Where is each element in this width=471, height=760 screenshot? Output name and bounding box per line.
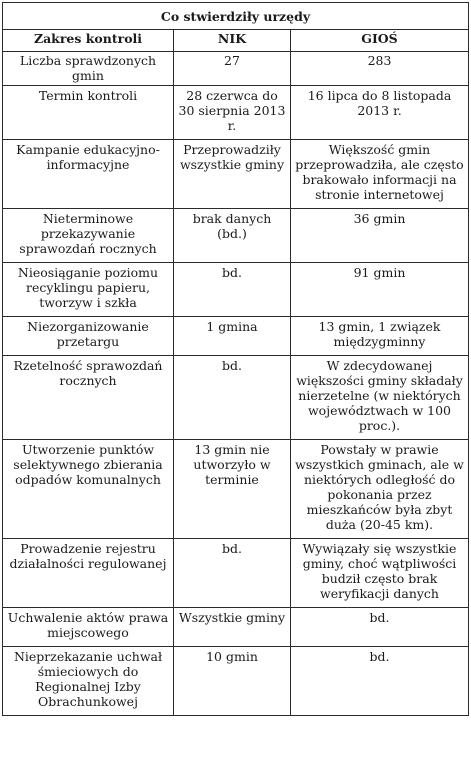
row-label: Nieosiąganie poziomu recyklingu papieru, tworzyw i szkła bbox=[3, 263, 174, 317]
nik-value: 28 czerwca do 30 sierpnia 2013 r. bbox=[174, 86, 291, 140]
gios-value: 91 gmin bbox=[291, 263, 469, 317]
table-row bbox=[3, 440, 469, 539]
table-row bbox=[3, 647, 469, 716]
nik-value: Przeprowadziły wszystkie gminy bbox=[174, 140, 291, 209]
table-title: Co stwierdziły urzędy bbox=[3, 3, 469, 30]
header-gios: GIOŚ bbox=[291, 30, 469, 52]
table-row bbox=[3, 52, 469, 86]
table-row bbox=[3, 317, 469, 356]
gios-value: 36 gmin bbox=[291, 209, 469, 263]
nik-value: 27 bbox=[174, 52, 291, 86]
table-row bbox=[3, 356, 469, 440]
table-row bbox=[3, 140, 469, 209]
gios-value: Wywiązały się wszystkie gminy, choć wątpliwości budził często brak weryfikacji danych bbox=[291, 539, 469, 608]
nik-value: 13 gmin nie utworzyło w terminie bbox=[174, 440, 291, 539]
nik-value: 1 gmina bbox=[174, 317, 291, 356]
row-label: Liczba sprawdzonych gmin bbox=[3, 52, 174, 86]
nik-value: bd. bbox=[174, 539, 291, 608]
gios-value: Powstały w prawie wszystkich gminach, ale w niektórych odległość do pokonania przez mieszkańców była zbyt duża (20-45 km). bbox=[291, 440, 469, 539]
nik-value: brak danych (bd.) bbox=[174, 209, 291, 263]
gios-value: W zdecydowanej większości gminy składały nierzetelne (w niektórych województwach w 100 proc.). bbox=[291, 356, 469, 440]
table-row bbox=[3, 209, 469, 263]
row-label: Kampanie edukacyjno-informacyjne bbox=[3, 140, 174, 209]
nik-value: bd. bbox=[174, 263, 291, 317]
row-label: Uchwalenie aktów prawa miejscowego bbox=[3, 608, 174, 647]
nik-value: 10 gmin bbox=[174, 647, 291, 716]
nik-value: Wszystkie gminy bbox=[174, 608, 291, 647]
table-title-row bbox=[3, 3, 469, 30]
header-nik: NIK bbox=[174, 30, 291, 52]
row-label: Rzetelność sprawozdań rocznych bbox=[3, 356, 174, 440]
row-label: Termin kontroli bbox=[3, 86, 174, 140]
gios-value: 16 lipca do 8 listopada 2013 r. bbox=[291, 86, 469, 140]
inspection-results-table bbox=[2, 2, 469, 716]
row-label: Nieprzekazanie uchwał śmieciowych do Regionalnej Izby Obrachunkowej bbox=[3, 647, 174, 716]
row-label: Nieterminowe przekazywanie sprawozdań rocznych bbox=[3, 209, 174, 263]
table-row bbox=[3, 608, 469, 647]
row-label: Niezorganizowanie przetargu bbox=[3, 317, 174, 356]
header-scope: Zakres kontroli bbox=[3, 30, 174, 52]
table-row bbox=[3, 86, 469, 140]
table-row bbox=[3, 539, 469, 608]
table-header-row bbox=[3, 30, 469, 52]
gios-value: 283 bbox=[291, 52, 469, 86]
gios-value: Większość gmin przeprowadziła, ale często brakowało informacji na stronie internetowej bbox=[291, 140, 469, 209]
nik-value: bd. bbox=[174, 356, 291, 440]
row-label: Prowadzenie rejestru działalności regulowanej bbox=[3, 539, 174, 608]
gios-value: bd. bbox=[291, 608, 469, 647]
gios-value: 13 gmin, 1 związek międzygminny bbox=[291, 317, 469, 356]
gios-value: bd. bbox=[291, 647, 469, 716]
row-label: Utworzenie punktów selektywnego zbierania odpadów komunalnych bbox=[3, 440, 174, 539]
table-row bbox=[3, 263, 469, 317]
